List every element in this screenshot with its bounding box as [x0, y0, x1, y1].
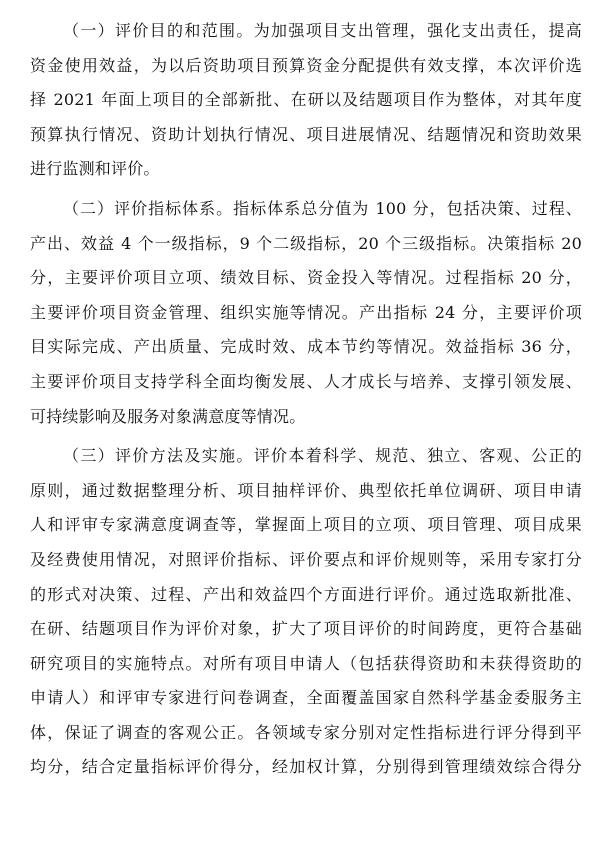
document-page	[30, 14, 582, 790]
text-line: 分，主要评价项目立项、绩效目标、资金投入等情况。过程指标 20 分，	[30, 268, 582, 288]
text-line: 在研、结题项目作为评价对象，扩大了项目评价的时间跨度，更符合基础	[30, 619, 582, 639]
text-line: 择 2021 年面上项目的全部新批、在研以及结题项目作为整体，对其年度	[30, 90, 582, 110]
text-line: 原则，通过数据整理分析、项目抽样评价、典型依托单位调研、项目申请	[30, 480, 582, 500]
text-line: 均分，结合定量指标评价得分，经加权计算，分别得到管理绩效综合得分	[30, 757, 582, 777]
text-line: 可持续影响及服务对象满意度等情况。	[30, 406, 306, 426]
paragraph-indicator-system	[30, 192, 582, 434]
text-line: 的形式对决策、过程、产出和效益四个方面进行评价。通过选取新批准、	[30, 584, 582, 604]
text-line: 申请人）和评审专家进行问卷调查，全面覆盖国家自然科学基金委服务主	[30, 688, 582, 708]
text-line: 目实际完成、产出质量、完成时效、成本节约等情况。效益指标 36 分，	[30, 337, 582, 357]
text-line: 及经费使用情况，对照评价指标、评价要点和评价规则等，采用专家打分	[30, 549, 582, 569]
text-line: （二）评价指标体系。指标体系总分值为 100 分，包括决策、过程、	[63, 198, 582, 218]
text-line: 体，保证了调查的客观公正。各领域专家分别对定性指标进行评分得到平	[30, 722, 582, 742]
text-line: 预算执行情况、资助计划执行情况、项目进展情况、结题情况和资助效果	[30, 124, 582, 144]
text-line: 资金使用效益，为以后资助项目预算资金分配提供有效支撑，本次评价选	[30, 55, 582, 75]
text-line: （三）评价方法及实施。评价本着科学、规范、独立、客观、公正的	[63, 446, 582, 466]
paragraph-evaluation-method	[30, 439, 582, 785]
text-line: 产出、效益 4 个一级指标，9 个二级指标，20 个三级指标。决策指标 20	[30, 233, 582, 253]
paragraph-evaluation-purpose	[30, 14, 582, 187]
text-line: 人和评审专家满意度调查等，掌握面上项目的立项、项目管理、项目成果	[30, 515, 582, 535]
text-line: （一）评价目的和范围。为加强项目支出管理，强化支出责任，提高	[63, 21, 582, 40]
text-line: 主要评价项目资金管理、组织实施等情况。产出指标 24 分，主要评价项	[30, 302, 582, 322]
text-line: 进行监测和评价。	[30, 159, 160, 179]
text-line: 主要评价项目支持学科全面均衡发展、人才成长与培养、支撑引领发展、	[30, 371, 582, 391]
text-line: 研究项目的实施特点。对所有项目申请人（包括获得资助和未获得资助的	[30, 653, 582, 673]
